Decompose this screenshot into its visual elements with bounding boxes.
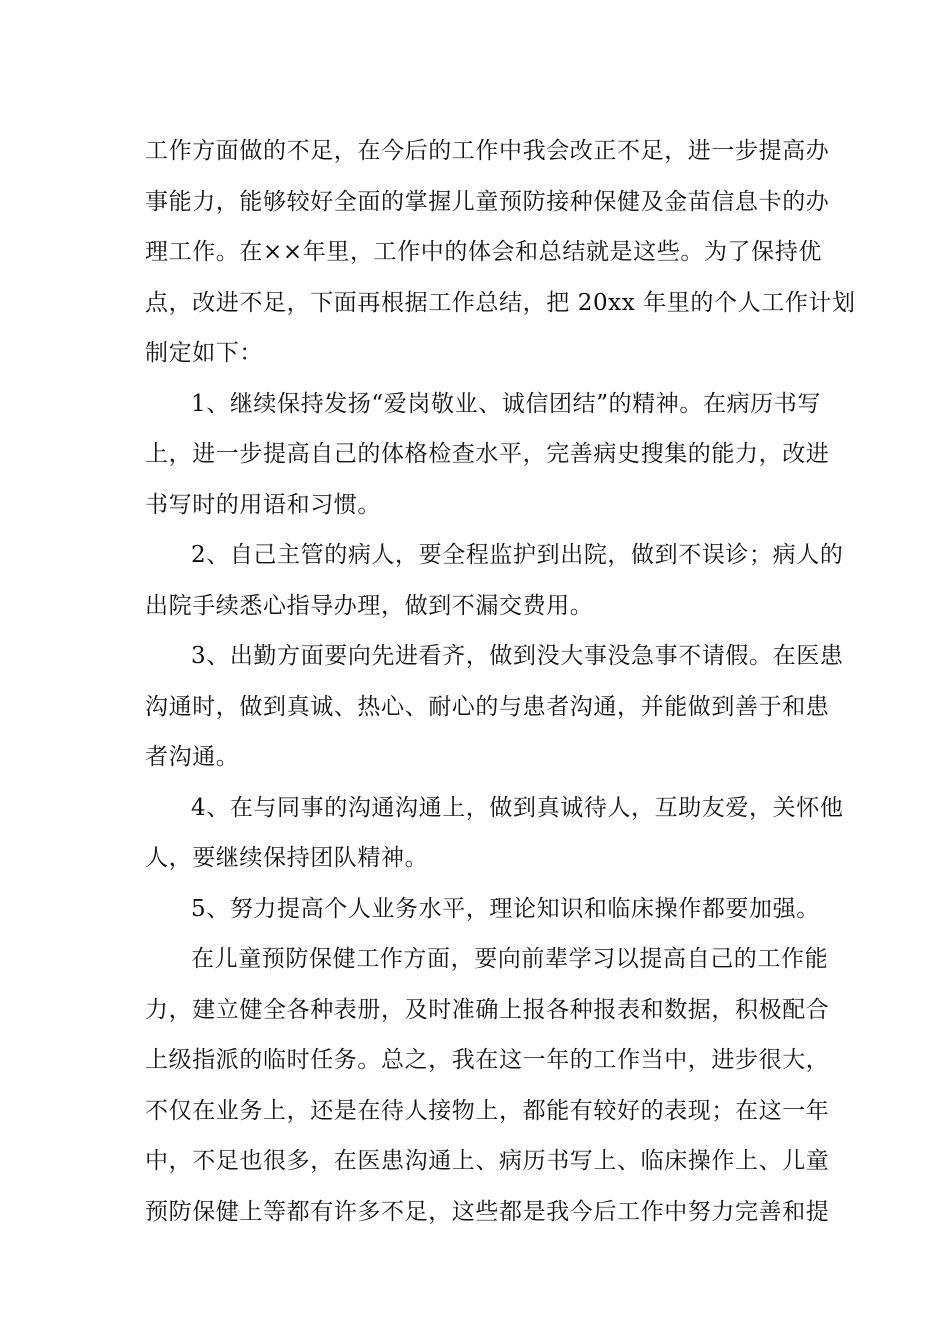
- list-item-2-line: 2、自己主管的病人，要全程监护到出院，做到不误诊；病人的: [191, 542, 844, 568]
- text-line: 书写时的用语和习惯。: [145, 491, 381, 518]
- list-item-5-line: 5、努力提高个人业务水平，理论知识和临床操作都要加强。: [191, 895, 820, 922]
- text-line: 中，不足也很多，在医患沟通上、病历书写上、临床操作上、儿童: [145, 1148, 830, 1174]
- text-line: 人，要继续保持团队精神。: [145, 845, 429, 871]
- paragraph-line: 在儿童预防保健工作方面，要向前辈学习以提高自己的工作能: [191, 946, 829, 972]
- text-line: 点，改进不足，下面再根据工作总结，把 20xx 年里的个人工作计划: [145, 289, 856, 316]
- text-line: 者沟通。: [145, 744, 240, 770]
- list-item-3-line: 3、出勤方面要向先进看齐，做到没大事没急事不请假。在医患: [191, 643, 844, 669]
- text-line: 力，建立健全各种表册，及时准确上报各种报表和数据，积极配合: [145, 996, 830, 1023]
- text-line: 工作方面做的不足，在今后的工作中我会改正不足，进一步提高办: [145, 138, 830, 164]
- text-line: 不仅在业务上，还是在待人接物上，都能有较好的表现；在这一年: [145, 1097, 830, 1124]
- text-line: 上，进一步提高自己的体格检查水平，完善病史搜集的能力，改进: [145, 441, 830, 467]
- text-line: 理工作。在××年里，工作中的体会和总结就是这些。为了保持优: [145, 239, 822, 265]
- text-line: 上级指派的临时任务。总之，我在这一年的工作当中，进步很大，: [145, 1047, 830, 1073]
- text-line: 出院手续悉心指导办理，做到不漏交费用。: [145, 592, 594, 619]
- text-line: 预防保健上等都有许多不足，这些都是我今后工作中努力完善和提: [145, 1198, 830, 1225]
- list-item-1-line: 1、继续保持发扬“爱岗敬业、诚信团结”的精神。在病历书写: [191, 390, 821, 417]
- text-line: 沟通时，做到真诚、热心、耐心的与患者沟通，并能做到善于和患: [145, 693, 830, 720]
- list-item-4-line: 4、在与同事的沟通沟通上，做到真诚待人，互助友爱，关怀他: [191, 794, 844, 821]
- text-line: 事能力，能够较好全面的掌握儿童预防接种保健及金苗信息卡的办: [145, 188, 830, 215]
- document-body: [145, 126, 856, 1237]
- text-line: 制定如下：: [145, 340, 263, 366]
